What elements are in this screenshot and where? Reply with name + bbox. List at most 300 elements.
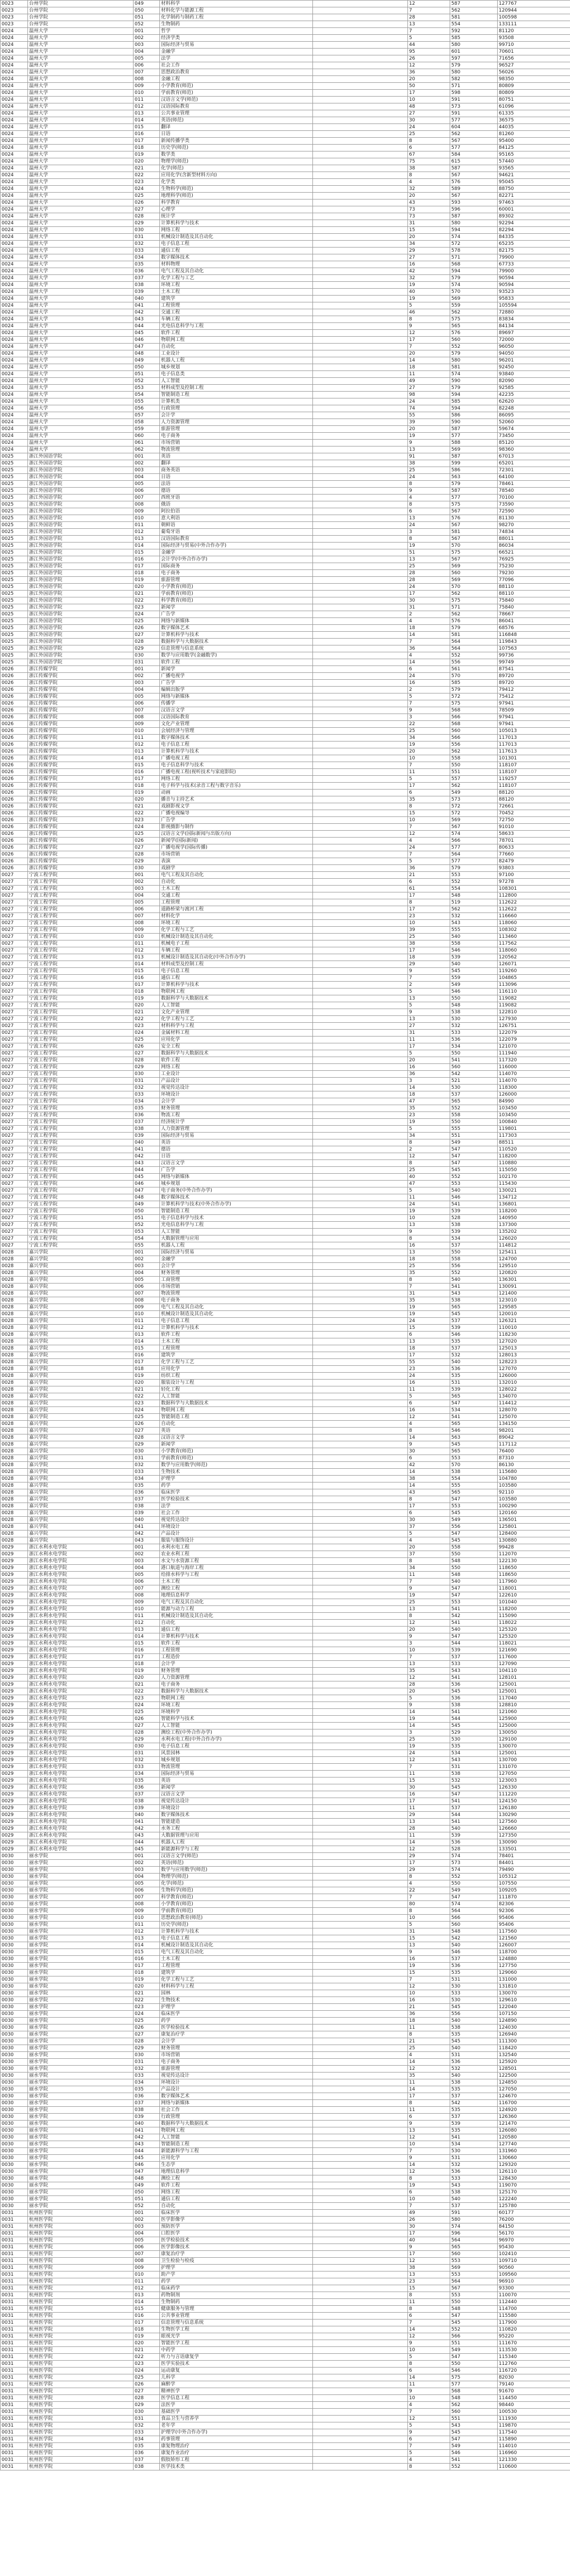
cell-blank	[313, 248, 408, 254]
cell-blank	[313, 865, 408, 872]
cell-plan: 25	[408, 131, 450, 138]
cell-rank: 73450	[498, 433, 570, 440]
cell-plan: 15	[408, 1325, 450, 1332]
cell-code: 0027	[1, 947, 28, 954]
cell-blank	[313, 968, 408, 975]
cell-score: 582	[450, 76, 498, 83]
cell-mcode: 050	[134, 2189, 160, 2196]
cell-mcode: 001	[134, 666, 160, 673]
cell-rank: 56026	[498, 69, 570, 76]
table-row	[1, 453, 570, 460]
cell-school: 浙江水利水电学院	[28, 1558, 134, 1565]
cell-plan: 24	[408, 673, 450, 680]
table-row	[1, 625, 570, 632]
cell-code: 0027	[1, 1242, 28, 1249]
cell-score: 572	[450, 810, 498, 817]
cell-score: 574	[450, 831, 498, 838]
table-row	[1, 1976, 570, 1983]
cell-blank	[313, 1277, 408, 1284]
cell-score: 541	[450, 2457, 498, 2464]
cell-rank: 111930	[498, 2416, 570, 2422]
cell-score: 552	[450, 879, 498, 886]
cell-school: 温州大学	[28, 110, 134, 117]
cell-rank: 95045	[498, 179, 570, 186]
cell-blank	[313, 261, 408, 268]
cell-major: 会计学	[160, 1098, 313, 1105]
cell-mcode: 033	[134, 2073, 160, 2079]
cell-school: 丽水学院	[28, 2182, 134, 2189]
cell-school: 宁波工程学院	[28, 886, 134, 892]
cell-rank: 129100	[498, 1736, 570, 1743]
cell-code: 0029	[1, 1839, 28, 1846]
cell-score: 569	[450, 296, 498, 302]
cell-major: 环境工程	[160, 920, 313, 927]
cell-major: 自动化	[160, 1620, 313, 1627]
cell-rank: 117600	[498, 1654, 570, 1661]
cell-blank	[313, 1928, 408, 1935]
cell-major: 医学技术类	[160, 2464, 313, 2470]
cell-score: 548	[450, 892, 498, 899]
cell-plan: 4	[408, 1880, 450, 1887]
cell-blank	[313, 364, 408, 371]
cell-score: 591	[450, 110, 498, 117]
cell-code: 0025	[1, 618, 28, 625]
cell-rank: 125013	[498, 1345, 570, 1352]
cell-score: 559	[450, 975, 498, 982]
cell-plan: 9	[408, 1229, 450, 1235]
cell-code: 0031	[1, 2388, 28, 2395]
cell-blank	[313, 1832, 408, 1839]
table-row	[1, 35, 570, 42]
cell-plan: 5	[408, 1126, 450, 1133]
cell-code: 0025	[1, 556, 28, 563]
cell-blank	[313, 611, 408, 618]
cell-mcode: 009	[134, 508, 160, 515]
cell-major: 土木工程	[160, 886, 313, 892]
cell-blank	[313, 1640, 408, 1647]
table-row	[1, 920, 570, 927]
cell-plan: 5	[408, 2450, 450, 2457]
cell-rank: 101301	[498, 755, 570, 762]
cell-school: 宁波工程学院	[28, 1119, 134, 1126]
cell-rank: 117960	[498, 1579, 570, 1585]
cell-mcode: 009	[134, 2265, 160, 2271]
cell-blank	[313, 954, 408, 961]
cell-blank	[313, 1894, 408, 1901]
cell-plan: 7	[408, 2443, 450, 2450]
cell-code: 0030	[1, 1887, 28, 1894]
cell-score: 548	[450, 1928, 498, 1935]
cell-score: 599	[450, 460, 498, 467]
cell-code: 0029	[1, 1846, 28, 1853]
cell-code: 0028	[1, 1428, 28, 1434]
cell-score: 579	[450, 275, 498, 282]
cell-code: 0026	[1, 721, 28, 728]
cell-blank	[313, 1880, 408, 1887]
cell-score: 543	[450, 920, 498, 927]
cell-school: 浙江水利水电学院	[28, 1819, 134, 1826]
cell-plan: 34	[408, 1565, 450, 1572]
cell-blank	[313, 1153, 408, 1160]
cell-major: 金融学	[160, 49, 313, 55]
cell-plan: 42	[408, 1462, 450, 1469]
cell-mcode: 052	[134, 21, 160, 28]
cell-code: 0030	[1, 1894, 28, 1901]
cell-blank	[313, 1572, 408, 1579]
cell-blank	[313, 2079, 408, 2086]
cell-school: 丽水学院	[28, 2169, 134, 2175]
cell-score: 562	[450, 783, 498, 790]
cell-mcode: 037	[134, 2100, 160, 2107]
cell-school: 温州大学	[28, 97, 134, 103]
cell-score: 566	[450, 735, 498, 742]
cell-code: 0029	[1, 1819, 28, 1826]
cell-major: 广告学	[160, 1167, 313, 1174]
cell-plan: 36	[408, 645, 450, 652]
cell-plan: 8	[408, 899, 450, 906]
cell-school: 浙江水利水电学院	[28, 1771, 134, 1777]
cell-school: 杭州医学院	[28, 2402, 134, 2409]
cell-rank: 109560	[498, 2271, 570, 2278]
cell-plan: 20	[408, 1627, 450, 1633]
cell-mcode: 031	[134, 659, 160, 666]
cell-score: 564	[450, 639, 498, 645]
cell-plan: 8	[408, 1139, 450, 1146]
cell-code: 0027	[1, 1222, 28, 1229]
cell-blank	[313, 1592, 408, 1599]
cell-rank: 89720	[498, 680, 570, 687]
cell-mcode: 011	[134, 1318, 160, 1325]
cell-score: 538	[450, 1469, 498, 1476]
cell-rank: 79900	[498, 254, 570, 261]
cell-rank: 95406	[498, 1915, 570, 1922]
cell-rank: 97941	[498, 700, 570, 707]
cell-major: 网络工程	[160, 1064, 313, 1071]
cell-rank: 120580	[498, 2134, 570, 2141]
table-row	[1, 1421, 570, 1428]
cell-school: 浙江传媒学院	[28, 714, 134, 721]
cell-school: 浙江水利水电学院	[28, 1544, 134, 1551]
cell-score: 577	[450, 858, 498, 865]
cell-school: 浙江传媒学院	[28, 728, 134, 735]
cell-rank: 74834	[498, 529, 570, 536]
cell-score: 547	[450, 1531, 498, 1537]
table-row	[1, 398, 570, 405]
cell-code: 0026	[1, 687, 28, 693]
cell-mcode: 056	[134, 405, 160, 412]
cell-score: 577	[450, 844, 498, 851]
cell-major: 翻译	[160, 124, 313, 131]
cell-major: 法学	[160, 1503, 313, 1510]
cell-score: 550	[450, 1551, 498, 1558]
cell-blank	[313, 1771, 408, 1777]
table-row	[1, 899, 570, 906]
cell-rank: 136801	[498, 1201, 570, 1208]
cell-mcode: 036	[134, 2093, 160, 2100]
table-row	[1, 1517, 570, 1524]
cell-major: 会计学(中外合作办学)	[160, 556, 313, 563]
cell-school: 丽水学院	[28, 1874, 134, 1880]
cell-rank: 97463	[498, 199, 570, 206]
cell-score: 553	[450, 2271, 498, 2278]
cell-rank: 128501	[498, 2066, 570, 2073]
cell-score: 579	[450, 481, 498, 488]
table-row	[1, 927, 570, 934]
cell-mcode: 029	[134, 2045, 160, 2052]
cell-plan: 19	[408, 1743, 450, 1750]
cell-code: 0027	[1, 879, 28, 886]
cell-blank	[313, 371, 408, 378]
cell-plan: 47	[408, 1098, 450, 1105]
cell-plan: 15	[408, 1935, 450, 1942]
cell-score: 565	[450, 1489, 498, 1496]
table-row	[1, 755, 570, 762]
cell-major: 网络与新媒体	[160, 693, 313, 700]
cell-score: 548	[450, 2306, 498, 2313]
cell-blank	[313, 1956, 408, 1963]
table-row	[1, 1434, 570, 1441]
cell-plan: 8	[408, 1496, 450, 1503]
table-row	[1, 330, 570, 337]
cell-code: 0024	[1, 69, 28, 76]
cell-school: 杭州医学院	[28, 2347, 134, 2354]
cell-major: 市场营销	[160, 1284, 313, 1290]
cell-school: 浙江外国语学院	[28, 652, 134, 659]
cell-score: 547	[450, 1633, 498, 1640]
cell-rank: 125000	[498, 1723, 570, 1729]
table-row	[1, 1949, 570, 1956]
cell-blank	[313, 419, 408, 426]
table-row	[1, 323, 570, 330]
cell-rank: 75840	[498, 597, 570, 604]
cell-school: 宁波工程学院	[28, 1201, 134, 1208]
cell-code: 0028	[1, 1345, 28, 1352]
cell-score: 519	[450, 899, 498, 906]
cell-mcode: 014	[134, 755, 160, 762]
cell-rank: 89302	[498, 213, 570, 220]
cell-plan: 3	[408, 1729, 450, 1736]
cell-mcode: 015	[134, 2306, 160, 2313]
cell-major: 国际经济与贸易(中外合作办学)	[160, 543, 313, 549]
cell-blank	[313, 446, 408, 453]
cell-major: 财务管理	[160, 2045, 313, 2052]
cell-plan: 46	[408, 309, 450, 316]
cell-score: 541	[450, 1675, 498, 1681]
cell-blank	[313, 1105, 408, 1112]
cell-rank: 98270	[498, 522, 570, 529]
cell-school: 宁波工程学院	[28, 1050, 134, 1057]
cell-plan: 10	[408, 1215, 450, 1222]
cell-rank: 117040	[498, 1695, 570, 1702]
cell-major: 自动化	[160, 1421, 313, 1428]
cell-blank	[313, 1181, 408, 1187]
cell-major: 材料科学	[160, 1, 313, 7]
cell-mcode: 010	[134, 1915, 160, 1922]
cell-rank: 103450	[498, 1105, 570, 1112]
cell-blank	[313, 652, 408, 659]
cell-major: 生物科学(师范)	[160, 186, 313, 193]
cell-code: 0024	[1, 268, 28, 275]
cell-major: 电子信息科学与技术	[160, 762, 313, 769]
table-row	[1, 1002, 570, 1009]
cell-mcode: 018	[134, 783, 160, 790]
cell-blank	[313, 1729, 408, 1736]
table-row	[1, 261, 570, 268]
cell-rank: 103580	[498, 1496, 570, 1503]
table-row	[1, 1551, 570, 1558]
cell-code: 0024	[1, 42, 28, 49]
cell-mcode: 001	[134, 28, 160, 35]
cell-mcode: 038	[134, 2107, 160, 2114]
cell-mcode: 006	[134, 1887, 160, 1894]
cell-school: 浙江传媒学院	[28, 803, 134, 810]
cell-school: 浙江外国语学院	[28, 501, 134, 508]
cell-school: 浙江水利水电学院	[28, 1613, 134, 1620]
cell-code: 0031	[1, 2326, 28, 2333]
table-row	[1, 1318, 570, 1325]
cell-school: 嘉兴学院	[28, 1380, 134, 1386]
cell-blank	[313, 1270, 408, 1277]
cell-code: 0024	[1, 385, 28, 392]
cell-plan: 13	[408, 515, 450, 522]
cell-school: 杭州医学院	[28, 2354, 134, 2361]
cell-plan: 25	[408, 728, 450, 735]
table-row	[1, 199, 570, 206]
cell-blank	[313, 405, 408, 412]
table-row	[1, 762, 570, 769]
cell-blank	[313, 584, 408, 591]
table-row	[1, 790, 570, 796]
cell-mcode: 044	[134, 2148, 160, 2155]
cell-plan: 11	[408, 371, 450, 378]
cell-major: 机械设计制造及其自动化	[160, 234, 313, 241]
cell-mcode: 003	[134, 886, 160, 892]
cell-plan: 9	[408, 1585, 450, 1592]
cell-code: 0028	[1, 1434, 28, 1441]
cell-mcode: 034	[134, 1098, 160, 1105]
cell-major: 生物制药	[160, 21, 313, 28]
cell-school: 浙江传媒学院	[28, 810, 134, 817]
cell-major: 测绘工程(中外合作办学)	[160, 1729, 313, 1736]
cell-code: 0028	[1, 1304, 28, 1311]
cell-plan: 4	[408, 495, 450, 501]
cell-blank	[313, 1599, 408, 1606]
cell-major: 生物医学工程	[160, 2326, 313, 2333]
cell-score: 581	[450, 364, 498, 371]
cell-rank: 118200	[498, 1153, 570, 1160]
cell-school: 浙江外国语学院	[28, 460, 134, 467]
cell-code: 0024	[1, 323, 28, 330]
cell-rank: 73590	[498, 501, 570, 508]
cell-rank: 75230	[498, 563, 570, 570]
cell-code: 0024	[1, 440, 28, 446]
cell-school: 温州大学	[28, 344, 134, 350]
cell-score: 564	[450, 851, 498, 858]
cell-blank	[313, 2395, 408, 2402]
cell-score: 579	[450, 687, 498, 693]
cell-blank	[313, 2038, 408, 2045]
cell-plan: 36	[408, 69, 450, 76]
cell-code: 0029	[1, 1832, 28, 1839]
table-row	[1, 1366, 570, 1373]
cell-mcode: 009	[134, 1599, 160, 1606]
table-row	[1, 1990, 570, 1997]
cell-code: 0029	[1, 1743, 28, 1750]
cell-score: 545	[450, 1510, 498, 1517]
table-row	[1, 879, 570, 886]
cell-blank	[313, 1949, 408, 1956]
cell-rank: 105312	[498, 1874, 570, 1880]
cell-blank	[313, 2313, 408, 2320]
cell-plan: 75	[408, 158, 450, 165]
cell-code: 0027	[1, 1167, 28, 1174]
cell-blank	[313, 1908, 408, 1915]
cell-mcode: 029	[134, 858, 160, 865]
cell-score: 547	[450, 1496, 498, 1503]
cell-major: 软件工程	[160, 1057, 313, 1064]
cell-major: 软件工程	[160, 2182, 313, 2189]
cell-school: 温州大学	[28, 378, 134, 385]
cell-blank	[313, 838, 408, 844]
cell-score: 565	[450, 1421, 498, 1428]
cell-plan: 11	[408, 1386, 450, 1393]
cell-blank	[313, 282, 408, 289]
cell-mcode: 009	[134, 1908, 160, 1915]
cell-score: 567	[450, 172, 498, 179]
cell-rank: 93300	[498, 2285, 570, 2292]
cell-plan: 4	[408, 838, 450, 844]
cell-school: 嘉兴学院	[28, 1345, 134, 1352]
table-row	[1, 392, 570, 398]
cell-plan: 11	[408, 1805, 450, 1812]
cell-plan: 12	[408, 2258, 450, 2265]
cell-rank: 126007	[498, 1942, 570, 1949]
cell-major: 英语(师范)	[160, 1860, 313, 1867]
cell-score: 554	[450, 886, 498, 892]
cell-major: 眼视光学	[160, 2333, 313, 2340]
table-row	[1, 1640, 570, 1647]
cell-score: 577	[450, 433, 498, 440]
table-row	[1, 1215, 570, 1222]
cell-school: 宁波工程学院	[28, 947, 134, 954]
cell-plan: 4	[408, 652, 450, 659]
cell-plan: 5	[408, 1922, 450, 1928]
cell-major: 材料化学与能源工程	[160, 7, 313, 14]
cell-school: 杭州医学院	[28, 2299, 134, 2306]
cell-code: 0024	[1, 350, 28, 357]
cell-school: 嘉兴学院	[28, 1325, 134, 1332]
cell-school: 宁波工程学院	[28, 1030, 134, 1037]
cell-school: 嘉兴学院	[28, 1407, 134, 1414]
cell-plan: 16	[408, 1791, 450, 1798]
cell-major: 商务英语	[160, 467, 313, 474]
table-row	[1, 872, 570, 879]
cell-score: 537	[450, 1318, 498, 1325]
cell-code: 0030	[1, 1990, 28, 1997]
table-row	[1, 1524, 570, 1531]
cell-mcode: 006	[134, 700, 160, 707]
cell-mcode: 013	[134, 2292, 160, 2299]
cell-score: 543	[450, 1290, 498, 1297]
cell-major: 网络与新媒体	[160, 1174, 313, 1181]
cell-plan: 17	[408, 947, 450, 954]
table-row	[1, 1592, 570, 1599]
cell-blank	[313, 1187, 408, 1194]
cell-blank	[313, 2148, 408, 2155]
cell-score: 585	[450, 680, 498, 687]
cell-blank	[313, 1434, 408, 1441]
cell-rank: 107150	[498, 2011, 570, 2018]
